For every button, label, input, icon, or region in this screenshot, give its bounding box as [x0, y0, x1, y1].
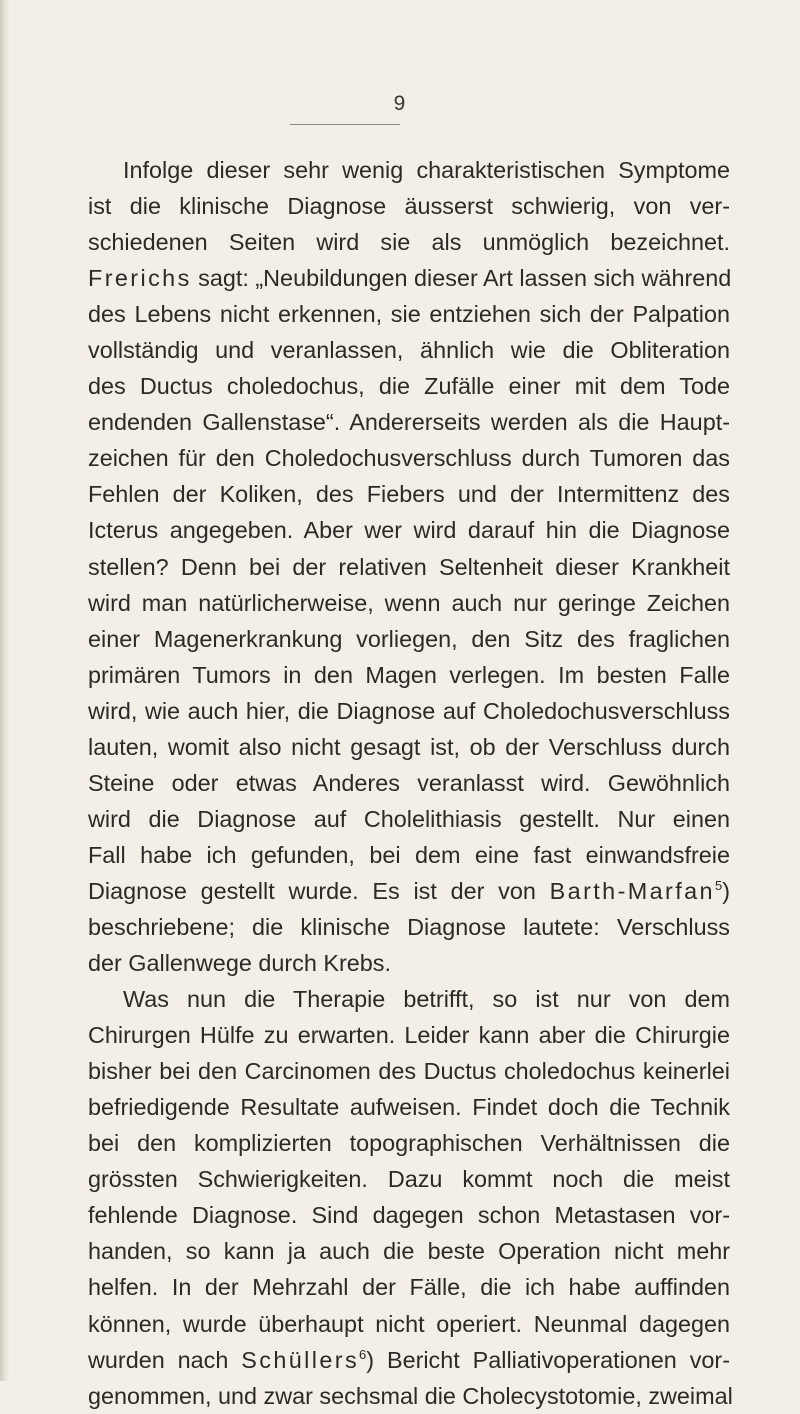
text-line: Was nun die Therapie betrifft, so ist nur von dem [123, 986, 730, 1013]
body-text [88, 152, 733, 1414]
text-line: Fall habe ich gefunden, bei dem eine fast einwandsfreie [88, 841, 730, 868]
text-segment: ) Bericht Palliativoperationen vor- [366, 1346, 730, 1373]
text-line: können, wurde überhaupt nicht operiert. Neunmal dagegen [88, 1310, 730, 1337]
header-rule [290, 124, 400, 125]
text-line: wird die Diagnose auf Cholelithiasis gestellt. Nur einen [88, 805, 730, 832]
author-name: Frerichs [88, 265, 192, 292]
author-name: Barth-Marfan [549, 877, 715, 904]
text-line: schiedenen Seiten wird sie als unmöglich bezeichnet. [88, 229, 730, 256]
text-line [88, 1342, 730, 1378]
text-line: lauten, womit also nicht gesagt ist, ob der Verschluss durch [88, 733, 730, 760]
text-line: primären Tumors in den Magen verlegen. Im besten Falle [88, 661, 730, 688]
text-line: helfen. In der Mehrzahl der Fälle, die ich habe auffinden [88, 1274, 730, 1301]
text-line [88, 873, 730, 909]
footnote-marker: 6 [359, 1346, 367, 1362]
text-line: Steine oder etwas Anderes veranlasst wird. Gewöhnlich [88, 769, 730, 796]
text-line: stellen? Denn bei der relativen Seltenheit dieser Krankheit [88, 553, 730, 580]
text-line: des Ductus choledochus, die Zufälle einer mit dem Tode [88, 373, 730, 400]
text-line: grössten Schwierigkeiten. Dazu kommt noch die meist [88, 1166, 730, 1193]
text-line: bei den komplizierten topographischen Verhältnissen die [88, 1130, 730, 1157]
text-line: genommen, und zwar sechsmal die Cholecystotomie, zweimal [88, 1382, 733, 1409]
text-line: wird, wie auch hier, die Diagnose auf Choledochusverschluss [88, 697, 730, 724]
text-line: ist die klinische Diagnose äusserst schwierig, von ver- [88, 193, 730, 220]
text-segment: Diagnose gestellt wurde. Es ist der von [88, 877, 550, 904]
text-line: endenden Gallenstase“. Andererseits werden als die Haupt- [88, 409, 730, 436]
text-line: der Gallenwege durch Krebs. [88, 950, 391, 977]
footnote-marker: 5 [714, 878, 723, 894]
text-line: beschriebene; die klinische Diagnose lautete: Verschluss [88, 913, 730, 940]
text-line: wird man natürlicherweise, wenn auch nur geringe Zeichen [88, 589, 730, 616]
text-segment: ) [722, 877, 730, 904]
author-name: Schüllers [241, 1346, 360, 1373]
text-line: handen, so kann ja auch die beste Operation nicht mehr [88, 1238, 730, 1265]
text-segment: sagt: „Neubildungen dieser Art lassen sich während [191, 265, 732, 292]
text-line: einer Magenerkrankung vorliegen, den Sitz des fraglichen [88, 625, 730, 652]
page-left-edge-shadow [0, 0, 10, 1381]
text-line: Infolge dieser sehr wenig charakteristischen Symptome [123, 157, 730, 183]
text-line: Fehlen der Koliken, des Fiebers und der Intermittenz des [88, 481, 730, 508]
text-line: bisher bei den Carcinomen des Ductus choledochus keinerlei [88, 1058, 730, 1085]
text-line: Chirurgen Hülfe zu erwarten. Leider kann aber die Chirurgie [88, 1022, 730, 1049]
text-line: vollständig und veranlassen, ähnlich wie die Obliteration [88, 337, 730, 364]
page-number: 9 [393, 92, 407, 115]
text-line: fehlende Diagnose. Sind dagegen schon Metastasen vor- [88, 1202, 730, 1229]
text-line: zeichen für den Choledochusverschluss durch Tumoren das [88, 445, 730, 472]
text-line: Icterus angegeben. Aber wer wird darauf hin die Diagnose [88, 517, 730, 544]
text-line: des Lebens nicht erkennen, sie entziehen sich der Palpation [88, 301, 730, 328]
text-segment: wurden nach [88, 1346, 242, 1373]
text-line: befriedigende Resultate aufweisen. Findet doch die Technik [88, 1094, 730, 1121]
text-line [88, 260, 730, 296]
